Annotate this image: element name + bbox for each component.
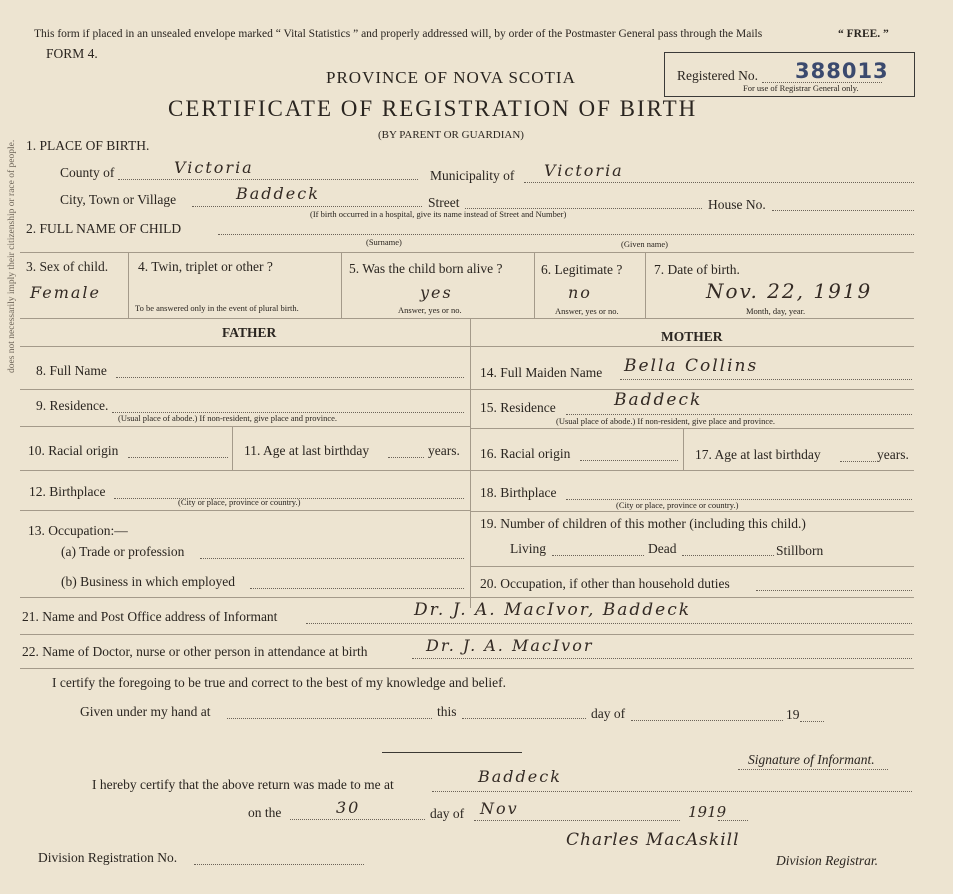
father-age-label: 11. Age at last birthday xyxy=(244,443,370,458)
city-label: City, Town or Village xyxy=(60,192,177,207)
given-name-caption: (Given name) xyxy=(621,239,668,249)
this-label: this xyxy=(437,704,457,719)
twin-note: To be answered only in the event of plural birth. xyxy=(135,303,299,313)
father-occupation-label: 13. Occupation:— xyxy=(28,523,128,538)
sex-value: Female xyxy=(30,283,101,302)
certificate-subtitle: (BY PARENT OR GUARDIAN) xyxy=(378,129,524,141)
mother-racial-label: 16. Racial origin xyxy=(480,446,571,461)
father-residence-note: (Usual place of abode.) If non-resident, give place and province. xyxy=(118,413,338,423)
twin-label: 4. Twin, triplet or other ? xyxy=(138,259,273,274)
mother-years-label: years. xyxy=(877,447,909,462)
informant-label: 21. Name and Post Office address of Informant xyxy=(22,609,278,624)
city-value: Baddeck xyxy=(236,184,320,203)
place-of-birth-label: 1. PLACE OF BIRTH. xyxy=(26,138,150,153)
father-racial-label: 10. Racial origin xyxy=(28,443,119,458)
mother-age-label: 17. Age at last birthday xyxy=(695,447,821,462)
year-prefix: 19 xyxy=(786,707,800,722)
registrar-place-value: Baddeck xyxy=(478,767,562,786)
mother-children-label: 19. Number of children of this mother (including this child.) xyxy=(480,516,806,531)
street-label: Street xyxy=(428,195,460,210)
dob-value: Nov. 22, 1919 xyxy=(706,279,873,303)
registrar-month-value: Nov xyxy=(480,799,519,818)
registrar-year-value: 1919 xyxy=(688,803,727,821)
father-years-label: years. xyxy=(428,443,460,458)
certify-statement: I certify the foregoing to be true and correct to the best of my knowledge and belief. xyxy=(52,675,506,690)
registrar-statement: I hereby certify that the above return was made to me at xyxy=(92,777,394,792)
mother-residence-label: 15. Residence xyxy=(480,400,556,415)
county-value: Victoria xyxy=(174,158,254,177)
informant-signature-caption: Signature of Informant. xyxy=(748,752,875,767)
registered-no-label: Registered No. xyxy=(677,68,758,83)
hospital-note: (If birth occurred in a hospital, give its name instead of Street and Number) xyxy=(310,209,567,219)
informant-signature-line xyxy=(382,752,522,753)
legitimate-note: Answer, yes or no. xyxy=(555,306,619,316)
surname-caption: (Surname) xyxy=(366,237,402,247)
mother-residence-value: Baddeck xyxy=(614,390,703,410)
father-business-label: (b) Business in which employed xyxy=(61,574,235,589)
registrar-general-note: For use of Registrar General only. xyxy=(743,83,859,93)
on-the-label: on the xyxy=(248,805,282,820)
informant-value: Dr. J. A. MacIvor, Baddeck xyxy=(414,600,692,620)
father-residence-label: 9. Residence. xyxy=(36,398,109,413)
registrar-day-of-label: day of xyxy=(430,806,465,821)
mother-birthplace-note: (City or place, province or country.) xyxy=(616,500,739,510)
mother-residence-note: (Usual place of abode.) If non-resident, give place and province. xyxy=(556,416,776,426)
form-number: FORM 4. xyxy=(46,46,98,61)
registrar-signature: Charles MacAskill xyxy=(566,830,740,850)
dob-note: Month, day, year. xyxy=(746,306,806,316)
mother-heading: MOTHER xyxy=(661,329,723,344)
registered-number: 388013 xyxy=(795,59,889,83)
doctor-label: 22. Name of Doctor, nurse or other person in attendance at birth xyxy=(22,644,368,659)
child-name-label: 2. FULL NAME OF CHILD xyxy=(26,221,182,236)
legitimate-value: no xyxy=(568,283,592,302)
division-registrar-caption: Division Registrar. xyxy=(776,853,879,868)
division-no-label: Division Registration No. xyxy=(38,850,178,865)
mother-occupation-label: 20. Occupation, if other than household duties xyxy=(480,576,730,591)
father-full-name-label: 8. Full Name xyxy=(36,363,107,378)
mother-maiden-value: Bella Collins xyxy=(624,356,759,376)
province-heading: PROVINCE OF NOVA SCOTIA xyxy=(326,68,576,87)
certificate-title: CERTIFICATE OF REGISTRATION OF BIRTH xyxy=(168,96,698,121)
registrar-day-value: 30 xyxy=(336,798,361,817)
house-no-label: House No. xyxy=(708,197,766,212)
children-dead-label: Dead xyxy=(648,541,677,556)
children-living-label: Living xyxy=(510,541,546,556)
doctor-value: Dr. J. A. MacIvor xyxy=(426,636,594,655)
father-heading: FATHER xyxy=(222,325,277,340)
day-of-label: day of xyxy=(591,706,626,721)
side-margin-text: does not necessarily imply their citizenship or race of people. xyxy=(7,139,17,373)
mother-maiden-label: 14. Full Maiden Name xyxy=(480,365,603,380)
given-at-label: Given under my hand at xyxy=(80,704,211,719)
born-alive-label: 5. Was the child born alive ? xyxy=(349,261,503,276)
municipality-label: Municipality of xyxy=(430,168,515,183)
mother-birthplace-label: 18. Birthplace xyxy=(480,485,557,500)
children-stillborn-label: Stillborn xyxy=(776,543,824,558)
county-label: County of xyxy=(60,165,115,180)
dob-label: 7. Date of birth. xyxy=(654,262,740,277)
born-alive-value: yes xyxy=(420,283,453,302)
legitimate-label: 6. Legitimate ? xyxy=(541,262,623,277)
father-trade-label: (a) Trade or profession xyxy=(61,544,185,559)
father-birthplace-note: (City or place, province or country.) xyxy=(178,497,301,507)
municipality-value: Victoria xyxy=(544,161,624,180)
mailing-notice: This form if placed in an unsealed envelope marked “ Vital Statistics ” and properly addressed will, by order of the Postmaster General pass through the Mails xyxy=(34,28,763,40)
born-alive-note: Answer, yes or no. xyxy=(398,305,462,315)
free-mark: “ FREE. ” xyxy=(838,28,889,40)
sex-label: 3. Sex of child. xyxy=(26,259,109,274)
father-birthplace-label: 12. Birthplace xyxy=(29,484,106,499)
